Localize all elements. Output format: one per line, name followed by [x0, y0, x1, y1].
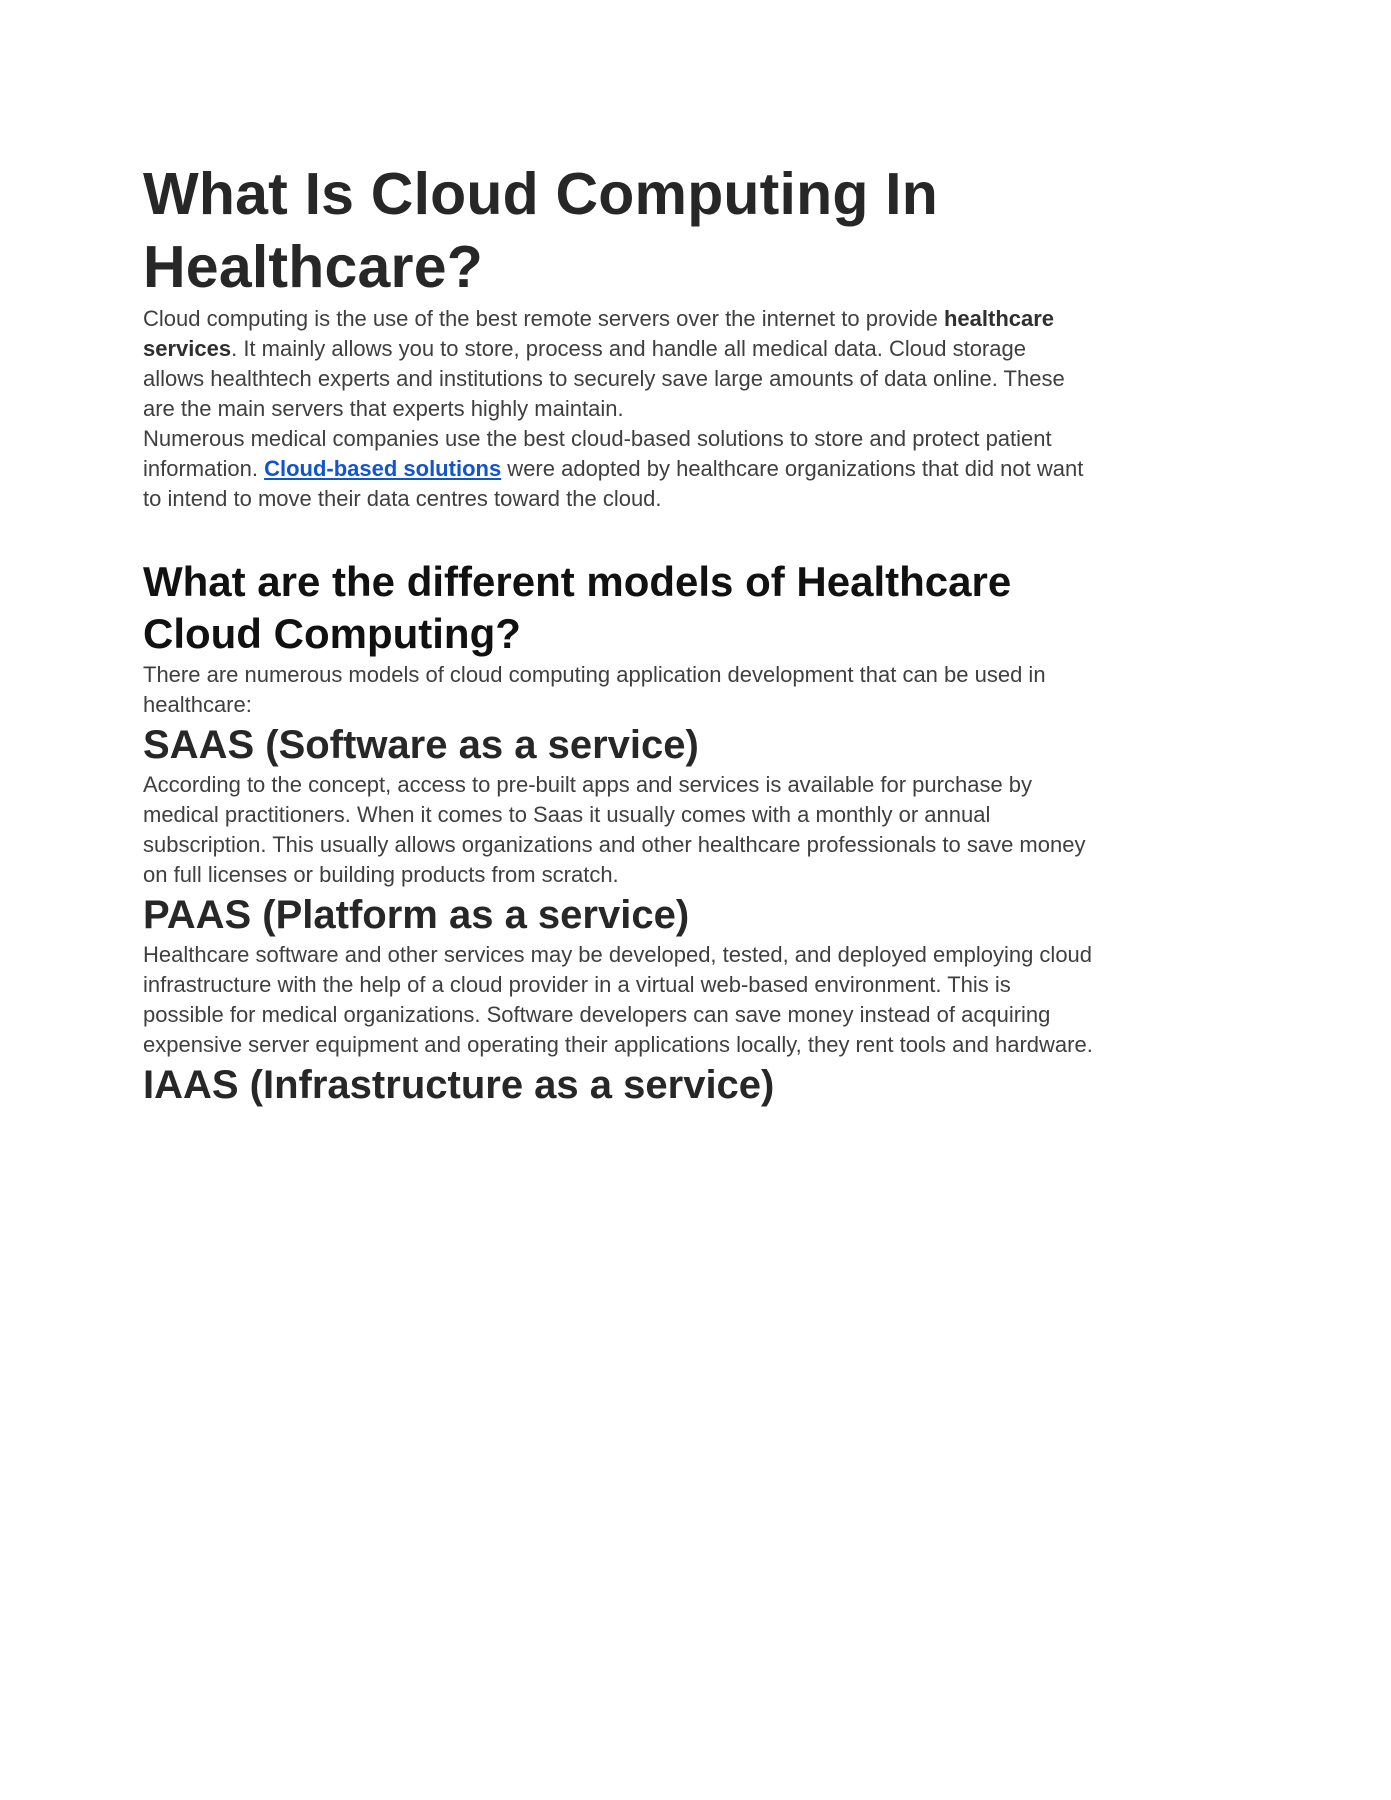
cloud-based-solutions-link[interactable]: Cloud-based solutions: [264, 456, 502, 481]
heading-paas: PAAS (Platform as a service): [143, 893, 690, 937]
page-title: What Is Cloud Computing In Healthcare?: [143, 161, 939, 300]
document-content: [143, 158, 1093, 1110]
adoption-paragraph: [143, 424, 1093, 514]
bold-text-run: healthcare services: [143, 306, 1055, 361]
text-run: were adopted by healthcare organizations that did not want to intend to move their data centres toward the cloud.: [143, 456, 1084, 511]
heading-models: What are the different models of Healthcare Cloud Computing?: [143, 558, 1012, 657]
text-run: Cloud computing is the use of the best remote servers over the internet to provide: [143, 306, 944, 331]
saas-paragraph: According to the concept, access to pre-built apps and services is available for purchase by medical practitioners. When it comes to Saas it usually comes with a monthly or annual subscription. This usually allows organizations and other healthcare professionals to save money on full licenses or building products from scratch.: [143, 772, 1086, 887]
models-intro-paragraph: There are numerous models of cloud computing application development that can be used in healthcare:: [143, 662, 1046, 717]
heading-iaas: IAAS (Infrastructure as a service): [143, 1063, 775, 1107]
text-run: Numerous medical companies use the best cloud-based solutions to store and protect patient information.: [143, 426, 1052, 481]
intro-paragraph: [143, 304, 1093, 424]
text-run: . It mainly allows you to store, process and handle all medical data. Cloud storage allows healthtech experts and institutions to securely save large amounts of data online. These are the main servers that experts highly maintain.: [143, 336, 1065, 421]
heading-saas: SAAS (Software as a service): [143, 723, 699, 767]
paas-paragraph: Healthcare software and other services may be developed, tested, and deployed employing cloud infrastructure with the help of a cloud provider in a virtual web-based environment. This is possible for medical organizations. Software developers can save money instead of acquiring expensive server equipment and operating their applications locally, they rent tools and hardware.: [143, 942, 1093, 1057]
